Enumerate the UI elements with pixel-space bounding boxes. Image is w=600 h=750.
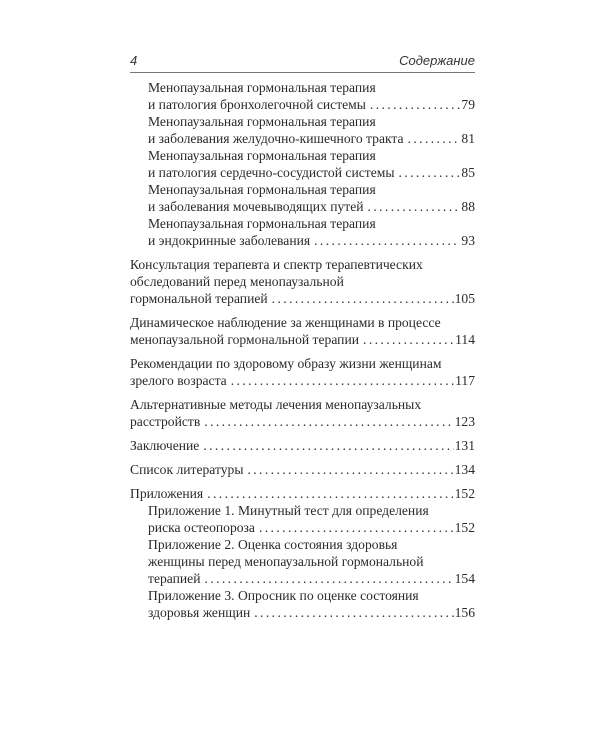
toc-entry-title-line: и патология сердечно-сосудистой системы [148,165,395,180]
section-title: Содержание [399,53,475,68]
toc-entry-title-line: Менопаузальная гормональная терапия [148,182,376,197]
toc-entry[interactable] [130,355,475,389]
toc-entry[interactable] [130,461,475,478]
toc-subentry[interactable] [130,587,475,621]
toc-subentry[interactable] [130,536,475,587]
dot-leader [368,198,461,215]
toc-entry-title-line: Консультация терапевта и спектр терапевтических [130,257,423,272]
dot-leader [204,413,453,430]
toc-page-number: 123 [454,414,475,429]
toc-entry[interactable] [130,396,475,430]
toc-entry-title-line: риска остеопороза [148,520,255,535]
toc-entry-title-line: Заключение [130,438,200,453]
toc-entry[interactable] [130,256,475,307]
toc-page-number: 152 [454,520,475,535]
toc-page-number: 134 [454,462,475,477]
toc-entry-title-line: Альтернативные методы лечения менопаузальных [130,397,422,412]
toc-entry-title-line: расстройств [130,414,201,429]
dot-leader [363,331,454,348]
dot-leader [398,164,460,181]
toc-entry-title-line: и заболевания мочевыводящих путей [148,199,364,214]
dot-leader [254,604,453,621]
toc-entry-title-line: Приложение 3. Опросник по оценке состояния [148,588,419,603]
toc-entry-title-line: Менопаузальная гормональная терапия [148,216,376,231]
running-header [130,52,475,73]
toc-entry-title-line: Рекомендации по здоровому образу жизни женщинам [130,356,442,371]
toc-page-number: 105 [454,291,475,306]
toc-entry-title-line: Приложение 2. Оценка состояния здоровья [148,537,398,552]
toc-entry-title-line: Менопаузальная гормональная терапия [148,148,376,163]
dot-leader [314,232,460,249]
toc-page-number: 154 [454,571,475,586]
toc-entry-title-line: Приложения [130,486,204,501]
toc-page-number: 156 [454,605,475,620]
toc-entry-title-line: здоровья женщин [148,605,251,620]
toc-entry[interactable] [130,485,475,502]
toc-entry-title-line: Менопаузальная гормональная терапия [148,80,376,95]
toc-page-number: 93 [461,233,475,248]
toc-entry-title-line: и эндокринные заболевания [148,233,311,248]
dot-leader [203,437,453,454]
toc-entry-title-line: гормональной терапией [130,291,268,306]
toc-entry-title-line: обследований перед менопаузальной [130,274,344,289]
toc-entry-title-line: женщины перед менопаузальной гормональной [148,554,424,569]
toc-page-number: 131 [454,438,475,453]
dot-leader [259,519,454,536]
toc-page-number: 152 [454,486,475,501]
toc-page-number: 81 [461,131,475,146]
toc-entry-title-line: Список литературы [130,462,244,477]
dot-leader [204,570,453,587]
toc-page-number: 88 [461,199,475,214]
toc-entry-title-line: и заболевания желудочно-кишечного тракта [148,131,404,146]
toc-entry-title-line: терапией [148,571,201,586]
toc-subentry[interactable] [130,79,475,113]
toc-entry[interactable] [130,314,475,348]
page-number: 4 [130,53,138,68]
toc-subentry[interactable] [130,181,475,215]
toc-entry-title-line: Менопаузальная гормональная терапия [148,114,376,129]
toc-page-number: 117 [455,373,475,388]
toc-subentry[interactable] [130,502,475,536]
dot-leader [370,96,461,113]
toc-subentry[interactable] [130,147,475,181]
toc-page-number: 85 [461,165,475,180]
dot-leader [207,485,453,502]
toc-entry-title-line: зрелого возраста [130,373,227,388]
table-of-contents [130,79,475,621]
toc-entry-title-line: Динамическое наблюдение за женщинами в процессе [130,315,441,330]
toc-entry-title-line: Приложение 1. Минутный тест для определения [148,503,429,518]
toc-entry[interactable] [130,437,475,454]
toc-page-number: 79 [461,97,475,112]
toc-subentry[interactable] [130,215,475,249]
dot-leader [231,372,454,389]
dot-leader [408,130,461,147]
toc-entry-title-line: и патология бронхолегочной системы [148,97,366,112]
toc-subentry[interactable] [130,113,475,147]
toc-entry-title-line: менопаузальной гормональной терапии [130,332,360,347]
toc-page-number: 114 [455,332,475,347]
dot-leader [272,290,454,307]
dot-leader [247,461,453,478]
